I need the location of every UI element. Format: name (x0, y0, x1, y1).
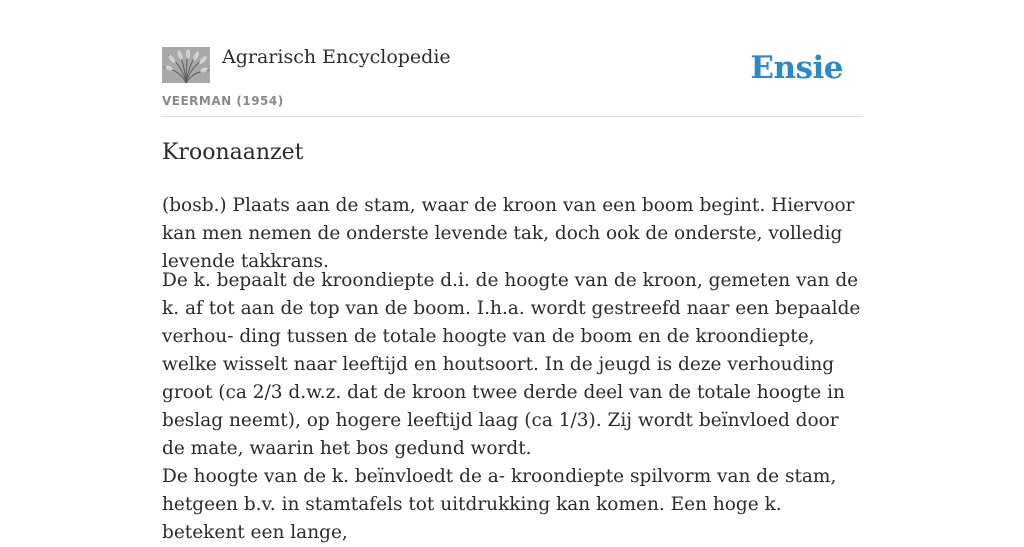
paragraph: De k. bepaalt de kroondiepte d.i. de hoogte van de kroon, gemeten van de k. af tot aan de top van de boom. I.h.a. wordt gestreefd naar een bepaalde verhou- ding tussen de totale hoogte van de boom en de kroondiepte, welke wisselt naar leeftijd en houtsoort. In de jeugd is deze verhouding groot (ca 2/3 d.w.z. dat de kroon twee derde deel van de totale hoogte in beslag neemt), op hogere leeftijd laag (ca 1/3). Zij wordt beïnvloed door de mate, waarin het bos gedund wordt. (162, 270, 861, 459)
page (162, 0, 862, 543)
wheat-ears-icon[interactable] (162, 47, 210, 83)
paragraph: (bosb.) Plaats aan de stam, waar de kroon van een boom begint. Hiervoor kan men nemen de onderste levende tak, doch ook de onderste, volledig levende takkrans. (162, 195, 855, 272)
paragraph: De hoogte van de k. beïnvloedt de a- kroondiepte spilvorm van de stam, hetgeen b.v. in stamtafels tot uitdrukking kan komen. Een hoge k. betekent een lange, (162, 466, 837, 543)
source-header (162, 0, 862, 117)
source-meta: VEERMAN (1954) (162, 94, 284, 108)
brand-logo[interactable]: Ensie (750, 50, 843, 86)
page-title: Kroonaanzet (162, 140, 304, 165)
source-title[interactable]: Agrarisch Encyclopedie (222, 46, 451, 68)
